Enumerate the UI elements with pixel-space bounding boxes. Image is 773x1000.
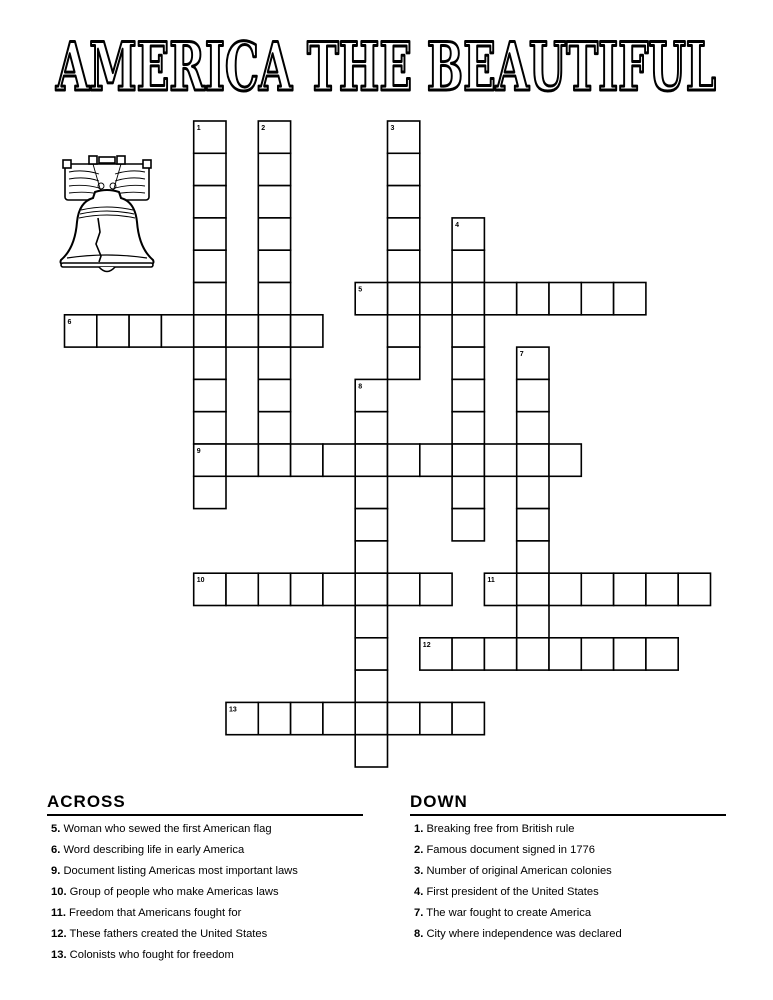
grid-cell[interactable] [452, 347, 484, 379]
grid-cell[interactable] [194, 347, 226, 379]
grid-cell[interactable] [388, 153, 420, 185]
grid-cell[interactable] [420, 702, 452, 734]
grid-cell[interactable] [258, 186, 290, 218]
clue-text: Freedom that Americans fought for [69, 907, 242, 919]
grid-cell[interactable] [452, 702, 484, 734]
grid-cell[interactable] [388, 702, 420, 734]
clue-text: City where independence was declared [426, 928, 622, 940]
clue-text: Word describing life in early America [63, 844, 245, 856]
grid-cell[interactable] [258, 347, 290, 379]
grid-cell[interactable] [194, 186, 226, 218]
grid-cell-number: 12 [422, 641, 431, 649]
grid-cell[interactable] [517, 476, 549, 508]
grid-cell-number: 13 [229, 706, 237, 714]
grid-cell[interactable] [646, 638, 678, 670]
clue-text: Colonists who fought for freedom [69, 949, 234, 961]
grid-cell[interactable] [484, 638, 516, 670]
grid-cell[interactable] [420, 283, 452, 315]
across-clue-item [47, 906, 304, 921]
down-clue-item [410, 885, 667, 900]
grid-cell[interactable] [388, 250, 420, 282]
grid-cell[interactable] [258, 444, 290, 476]
grid-cell-number: 9 [196, 448, 201, 455]
grid-cell-number: 8 [358, 383, 363, 391]
grid-cell[interactable] [355, 412, 387, 444]
clue-number: 7 . [414, 907, 423, 919]
across-clue-item [47, 948, 304, 963]
grid-cell[interactable] [258, 412, 290, 444]
grid-cell[interactable] [517, 283, 549, 315]
grid-cell[interactable] [226, 444, 258, 476]
grid-cell[interactable] [194, 379, 226, 411]
across-heading: ACROSS [47, 792, 363, 816]
grid-cell[interactable] [258, 153, 290, 185]
clue-text: Breaking free from British rule [426, 823, 575, 835]
grid-cell[interactable] [194, 218, 226, 250]
grid-cell[interactable] [517, 444, 549, 476]
clue-number: 12 . [51, 928, 67, 940]
grid-cell[interactable] [355, 509, 387, 541]
grid-cell[interactable] [452, 315, 484, 347]
grid-cell[interactable] [194, 283, 226, 315]
grid-cell[interactable] [452, 379, 484, 411]
down-clue-item [410, 864, 667, 879]
grid-cell[interactable] [581, 638, 613, 670]
grid-cell[interactable] [614, 638, 646, 670]
grid-cell[interactable] [517, 606, 549, 638]
clue-text: Document listing Americas most important laws [63, 865, 298, 877]
grid-cell[interactable] [355, 606, 387, 638]
grid-cell[interactable] [355, 573, 387, 605]
grid-cell[interactable] [258, 250, 290, 282]
clue-text: The war fought to create America [426, 907, 592, 919]
grid-cell[interactable] [388, 315, 420, 347]
grid-cell[interactable] [517, 638, 549, 670]
clue-number: 1 . [414, 823, 423, 835]
grid-cell[interactable] [291, 315, 323, 347]
grid-cell[interactable] [258, 379, 290, 411]
grid-cell[interactable] [323, 702, 355, 734]
grid-cell[interactable] [226, 315, 258, 347]
grid-cell[interactable] [97, 315, 129, 347]
clue-text: Famous document signed in 1776 [426, 844, 595, 856]
grid-cell[interactable] [291, 573, 323, 605]
grid-cell-number: 2 [261, 125, 266, 132]
grid-cell[interactable] [355, 476, 387, 508]
clue-number: 4 . [414, 886, 423, 898]
grid-cell[interactable] [420, 444, 452, 476]
across-clue-list [47, 822, 363, 963]
grid-cell[interactable] [194, 153, 226, 185]
grid-cell[interactable] [484, 283, 516, 315]
grid-cell-number: 11 [487, 577, 495, 585]
grid-cell[interactable] [420, 573, 452, 605]
grid-cell[interactable] [388, 218, 420, 250]
clue-text: Number of original American colonies [426, 865, 612, 877]
grid-cell[interactable] [452, 638, 484, 670]
grid-cell[interactable] [258, 283, 290, 315]
grid-cell[interactable] [161, 315, 193, 347]
grid-cell[interactable] [355, 638, 387, 670]
clue-number: 10 . [51, 886, 67, 898]
grid-cell[interactable] [388, 186, 420, 218]
grid-cell[interactable] [355, 702, 387, 734]
across-clue-item [47, 927, 304, 942]
grid-cell[interactable] [355, 735, 387, 767]
grid-cell[interactable] [517, 412, 549, 444]
grid-cell[interactable] [388, 283, 420, 315]
grid-cell-number: 3 [390, 125, 395, 132]
grid-cell[interactable] [129, 315, 161, 347]
grid-cell[interactable] [291, 444, 323, 476]
puzzle-title-text: AMERICA THE BEAUTIFUL [55, 28, 716, 106]
grid-cell-number: 7 [519, 351, 524, 359]
grid-cell[interactable] [452, 283, 484, 315]
grid-cell[interactable] [549, 638, 581, 670]
down-heading: DOWN [410, 792, 726, 816]
grid-cell[interactable] [194, 412, 226, 444]
grid-cell[interactable] [452, 250, 484, 282]
grid-cell[interactable] [388, 444, 420, 476]
clue-text: Group of people who make Americas laws [69, 886, 279, 898]
grid-cell[interactable] [355, 541, 387, 573]
grid-cell[interactable] [549, 444, 581, 476]
across-clue-item [47, 822, 304, 837]
clue-number: 5 . [51, 823, 60, 835]
grid-cell[interactable] [549, 283, 581, 315]
grid-cell[interactable] [355, 670, 387, 702]
grid-cell[interactable] [517, 379, 549, 411]
grid-cell[interactable] [388, 573, 420, 605]
across-clues-section [47, 792, 363, 963]
grid-cell[interactable] [291, 702, 323, 734]
down-clue-item [410, 822, 667, 837]
clue-number: 9 . [51, 865, 60, 877]
grid-cell[interactable] [258, 702, 290, 734]
grid-cell[interactable] [581, 283, 613, 315]
grid-cell[interactable] [549, 573, 581, 605]
grid-cell[interactable] [323, 573, 355, 605]
across-clue-item [47, 843, 304, 858]
grid-cell[interactable] [452, 444, 484, 476]
grid-cell[interactable] [194, 315, 226, 347]
clue-number: 13 . [51, 949, 67, 961]
grid-cell[interactable] [194, 476, 226, 508]
grid-cell[interactable] [388, 347, 420, 379]
grid-cell[interactable] [614, 573, 646, 605]
grid-cell[interactable] [646, 573, 678, 605]
grid-cell-number: 6 [67, 318, 72, 326]
clue-number: 8 . [414, 928, 423, 940]
down-clues-section [410, 792, 726, 942]
down-clue-item [410, 843, 667, 858]
grid-cell[interactable] [258, 218, 290, 250]
grid-cell[interactable] [226, 573, 258, 605]
grid-cell-number: 1 [196, 125, 201, 132]
down-clue-item [410, 927, 667, 942]
grid-cell[interactable] [323, 444, 355, 476]
down-clue-item [410, 906, 667, 921]
grid-cell[interactable] [484, 444, 516, 476]
grid-cell[interactable] [517, 573, 549, 605]
across-clue-item [47, 864, 304, 879]
grid-cell-number: 5 [358, 286, 363, 294]
grid-cell-number: 10 [196, 577, 205, 585]
grid-cell[interactable] [452, 509, 484, 541]
grid-cell[interactable] [452, 412, 484, 444]
clue-number: 2 . [414, 844, 423, 856]
grid-cell[interactable] [614, 283, 646, 315]
grid-cell[interactable] [452, 476, 484, 508]
grid-cell[interactable] [258, 315, 290, 347]
clue-number: 11 . [51, 907, 66, 919]
grid-cell[interactable] [258, 573, 290, 605]
grid-cell[interactable] [517, 541, 549, 573]
grid-cell[interactable] [581, 573, 613, 605]
grid-cell[interactable] [194, 250, 226, 282]
clue-number: 3 . [414, 865, 423, 877]
clue-text: First president of the United States [426, 886, 599, 898]
across-clue-item [47, 885, 304, 900]
grid-cell-number: 4 [455, 221, 460, 229]
clue-number: 6 . [51, 844, 60, 856]
down-clue-list [410, 822, 726, 942]
grid-cell[interactable] [355, 444, 387, 476]
clue-text: These fathers created the United States [69, 928, 268, 940]
grid-cell[interactable] [678, 573, 710, 605]
clue-text: Woman who sewed the first American flag [63, 823, 272, 835]
grid-cell[interactable] [517, 509, 549, 541]
